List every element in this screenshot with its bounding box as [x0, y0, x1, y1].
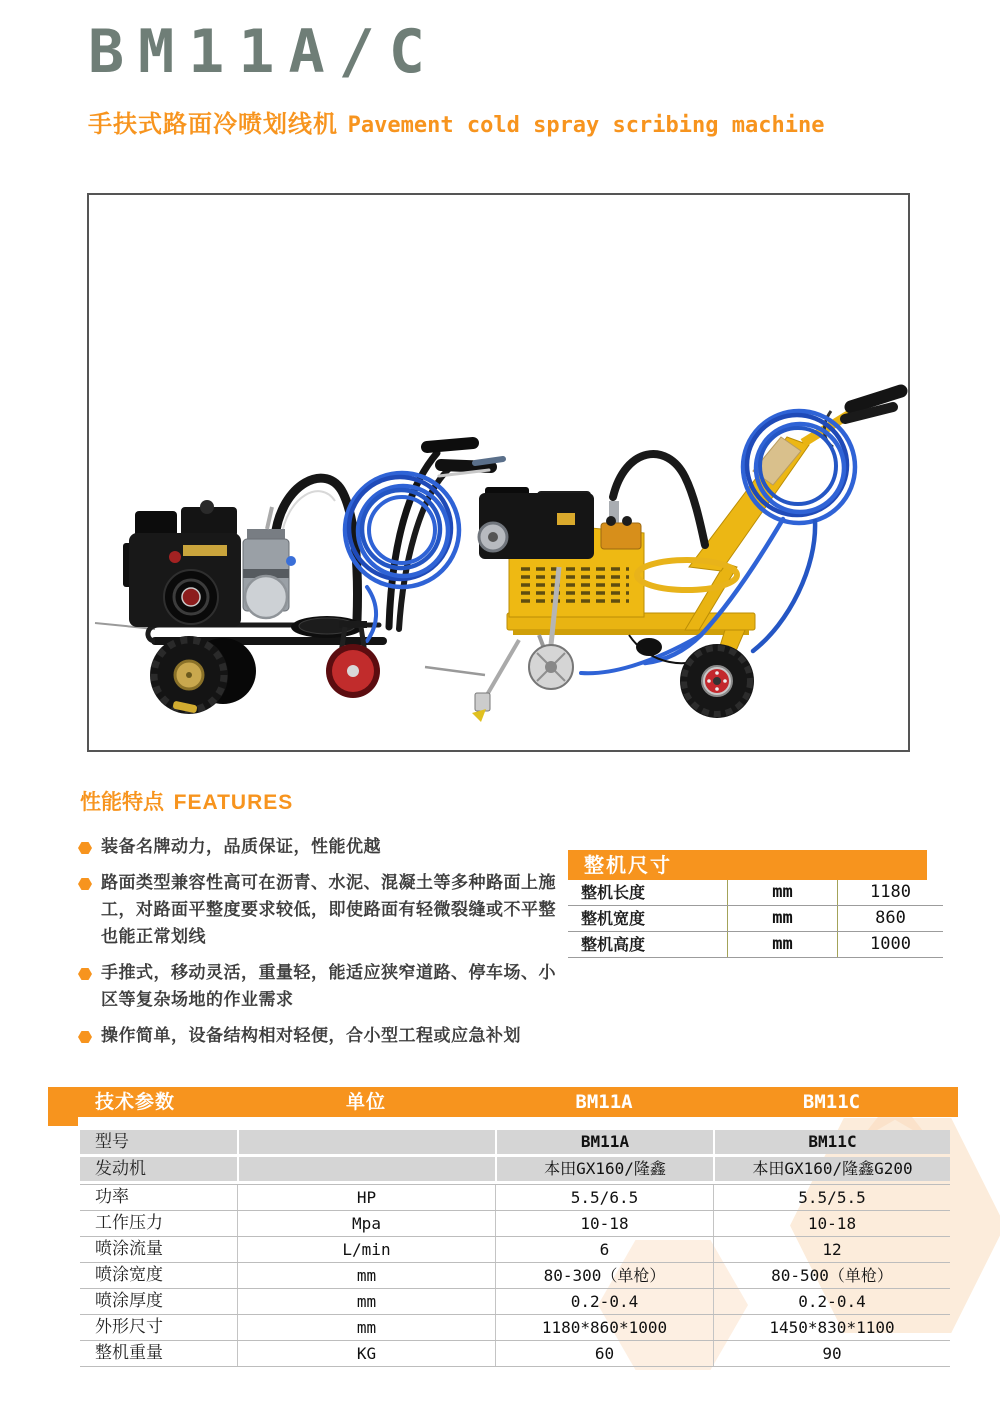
specs-cell-unit: mm [237, 1289, 495, 1314]
specs-cell-a: 0.2-0.4 [495, 1289, 713, 1314]
specs-cell-a: 80-300（单枪） [495, 1263, 713, 1288]
product-photo [87, 193, 910, 752]
dimensions-cell-unit: mm [727, 880, 837, 905]
specs-cell-unit: L/min [237, 1237, 495, 1262]
specs-cell-label: 工作压力 [95, 1213, 163, 1233]
page-subtitle [88, 104, 824, 139]
dimensions-cell-value: 1180 [837, 880, 943, 905]
feature-text: 路面类型兼容性高可在沥青、水泥、混凝土等多种路面上施工，对路面平整度要求较低，即使路面有轻微裂缝或不平整也能正常划线 [101, 873, 556, 947]
specs-table [48, 1087, 958, 1367]
machine-right [425, 391, 901, 722]
specs-cell-unit: Mpa [237, 1211, 495, 1236]
specs-cell-a: 60 [495, 1341, 713, 1366]
specs-cell-unit [237, 1130, 495, 1154]
dimensions-table-title: 整机尺寸 [568, 850, 927, 880]
specs-cell-label: 发动机 [95, 1159, 146, 1179]
specs-cell-label: 喷涂流量 [95, 1239, 163, 1259]
dimensions-cell-label: 整机宽度 [581, 909, 646, 928]
bullet-hexagon-icon [78, 842, 92, 854]
specs-cell-a: 10-18 [495, 1211, 713, 1236]
feature-item [78, 1023, 556, 1050]
specs-cell-a: 1180*860*1000 [495, 1315, 713, 1340]
specs-cell-a: 5.5/6.5 [495, 1185, 713, 1210]
dimensions-cell-unit: mm [727, 906, 837, 931]
specs-header-bm11a: BM11A [575, 1091, 633, 1113]
specs-row [80, 1314, 950, 1340]
dimensions-cell-label: 整机高度 [581, 935, 646, 954]
specs-header-unit: 单位 [345, 1091, 386, 1113]
features-heading [80, 786, 293, 816]
bullet-hexagon-icon [78, 878, 92, 890]
page-title: BM11A/C [88, 17, 439, 87]
dimensions-table [568, 850, 943, 958]
subtitle-english: Pavement cold spray scribing machine [347, 113, 825, 138]
specs-cell-c: 10-18 [713, 1211, 950, 1236]
specs-cell-unit: HP [237, 1185, 495, 1210]
specs-cell-a: 本田GX160/隆鑫 [495, 1157, 713, 1181]
specs-cell-label: 功率 [95, 1187, 129, 1207]
dimensions-cell-label: 整机长度 [581, 883, 646, 902]
specs-row [80, 1288, 950, 1314]
specs-cell-unit: KG [237, 1341, 495, 1366]
specs-cell-c: 1450*830*1100 [713, 1315, 950, 1340]
specs-header-tab [48, 1117, 78, 1126]
dimensions-cell-value: 1000 [837, 932, 943, 957]
specs-cell-unit: mm [237, 1315, 495, 1340]
subtitle-chinese: 手扶式路面冷喷划线机 [88, 110, 338, 138]
specs-cell-label: 外形尺寸 [95, 1317, 163, 1337]
bullet-hexagon-icon [78, 968, 92, 980]
specs-cell-label: 整机重量 [95, 1343, 163, 1363]
specs-cell-c: 5.5/5.5 [713, 1185, 950, 1210]
specs-row [80, 1340, 950, 1367]
bullet-hexagon-icon [78, 1031, 92, 1043]
specs-row [80, 1262, 950, 1288]
dimensions-row [568, 906, 943, 932]
specs-cell-label: 喷涂厚度 [95, 1291, 163, 1311]
specs-cell-label: 喷涂宽度 [95, 1265, 163, 1285]
specs-cell-c: BM11C [713, 1130, 950, 1154]
specs-cell-c: 0.2-0.4 [713, 1289, 950, 1314]
features-heading-english: FEATURES [173, 791, 294, 814]
specs-table-header [48, 1087, 958, 1117]
machine-left [95, 443, 503, 714]
machines-illustration [89, 195, 908, 750]
specs-header-bm11c: BM11C [802, 1091, 861, 1113]
dimensions-table-body [568, 880, 943, 958]
specs-table-body [80, 1130, 950, 1367]
specs-cell-a: 6 [495, 1237, 713, 1262]
specs-cell-unit [237, 1157, 495, 1181]
specs-cell-a: BM11A [495, 1130, 713, 1154]
specs-cell-c: 本田GX160/隆鑫G200 [713, 1157, 950, 1181]
specs-header-parameters: 技术参数 [95, 1091, 176, 1113]
features-list [78, 834, 556, 1059]
specs-row [80, 1130, 950, 1154]
feature-text: 手推式，移动灵活，重量轻，能适应狭窄道路、停车场、小区等复杂场地的作业需求 [101, 963, 556, 1010]
specs-cell-unit: mm [237, 1263, 495, 1288]
specs-cell-label: 型号 [95, 1132, 129, 1152]
dimensions-cell-value: 860 [837, 906, 943, 931]
dimensions-row [568, 880, 943, 906]
features-heading-chinese: 性能特点 [80, 790, 164, 814]
specs-row [80, 1210, 950, 1236]
feature-item [78, 960, 556, 1014]
specs-cell-c: 80-500（单枪） [713, 1263, 950, 1288]
feature-text: 装备名牌动力，品质保证，性能优越 [101, 837, 381, 857]
specs-cell-c: 12 [713, 1237, 950, 1262]
feature-text: 操作简单，设备结构相对轻便，合小型工程或应急补划 [101, 1026, 521, 1046]
specs-row [80, 1157, 950, 1181]
specs-row [80, 1236, 950, 1262]
dimensions-row [568, 932, 943, 958]
specs-cell-c: 90 [713, 1341, 950, 1366]
dimensions-cell-unit: mm [727, 932, 837, 957]
feature-item [78, 834, 556, 861]
specs-row [80, 1184, 950, 1210]
feature-item [78, 870, 556, 951]
